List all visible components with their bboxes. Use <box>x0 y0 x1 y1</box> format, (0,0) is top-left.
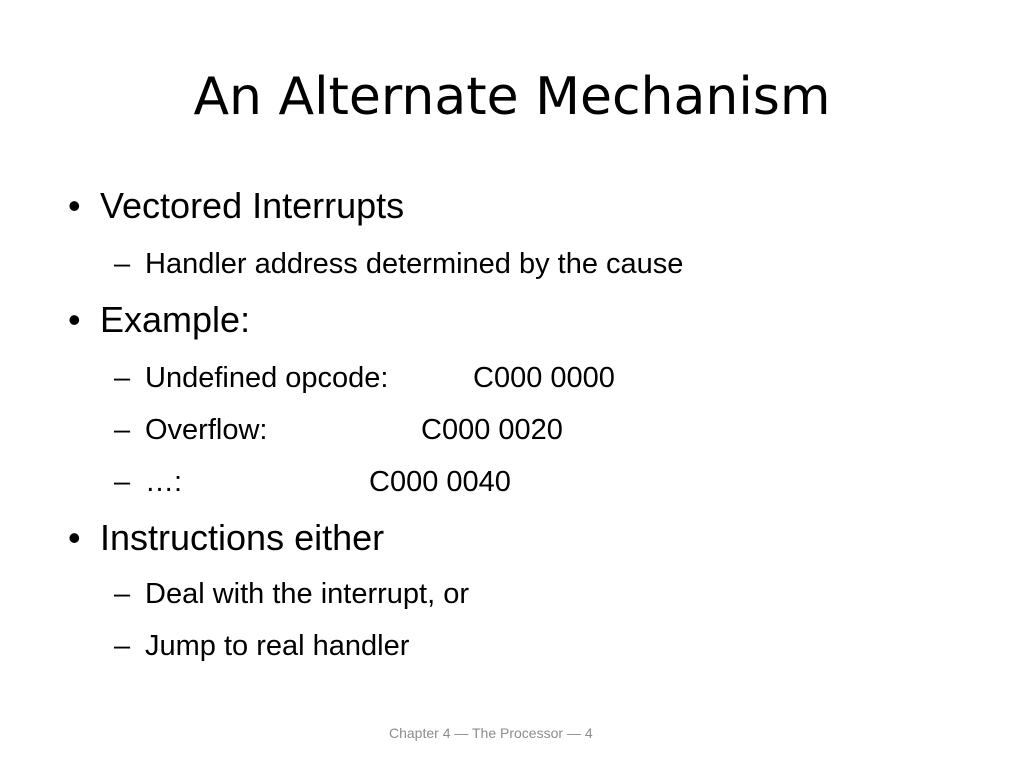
dash-icon: – <box>114 578 131 610</box>
bullet-icon: • <box>68 517 81 558</box>
dash-icon: – <box>114 248 131 280</box>
example-label: Undefined opcode: <box>145 362 389 394</box>
sub-bullet-item <box>114 412 734 448</box>
vector-address: C000 0000 <box>473 362 615 394</box>
slide-title: An Alternate Mechanism <box>193 67 831 127</box>
sub-bullet-item <box>114 576 469 612</box>
sub-bullet-item <box>114 360 734 396</box>
bullet-item <box>68 516 384 560</box>
sub-bullet-item <box>114 464 734 500</box>
bullet-text: Vectored Interrupts <box>100 185 405 226</box>
bullet-text: Example: <box>100 299 251 340</box>
bullet-item <box>68 184 404 228</box>
sub-bullet-text: Handler address determined by the cause <box>145 248 684 280</box>
dash-icon: – <box>114 362 131 394</box>
slide-footer: Chapter 4 — The Processor — 4 <box>389 725 593 741</box>
dash-icon: – <box>114 414 131 446</box>
bullet-icon: • <box>68 299 81 340</box>
vector-address: C000 0040 <box>369 466 511 498</box>
bullet-text: Instructions either <box>100 517 385 558</box>
dash-icon: – <box>114 630 131 662</box>
sub-bullet-text: Deal with the interrupt, or <box>145 578 469 610</box>
dash-icon: – <box>114 466 131 498</box>
sub-bullet-item <box>114 246 683 282</box>
example-label: Overflow: <box>145 414 268 446</box>
sub-bullet-text: Jump to real handler <box>145 630 410 662</box>
bullet-icon: • <box>68 185 81 226</box>
sub-bullet-item <box>114 628 409 664</box>
bullet-item <box>68 298 250 342</box>
example-label: …: <box>145 466 183 498</box>
vector-address: C000 0020 <box>421 414 563 446</box>
